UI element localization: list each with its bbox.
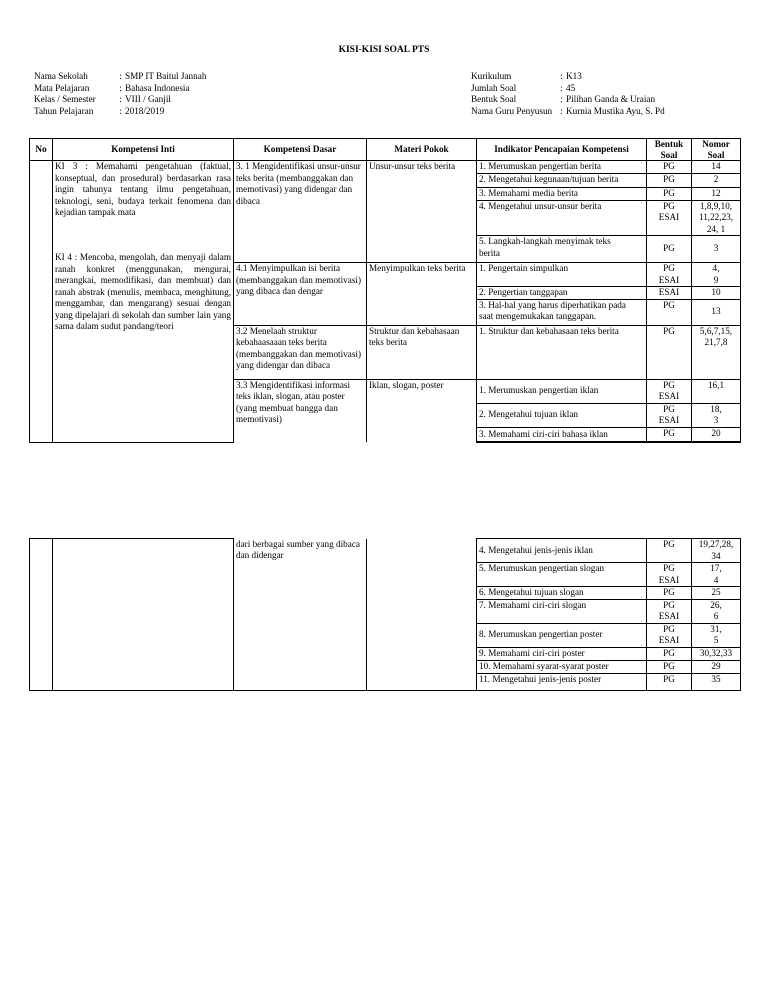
header-ki: Kompetensi Inti xyxy=(53,139,234,161)
indicator-cell: 2. Pengertian tanggapan xyxy=(477,287,647,300)
meta-label: Tahun Pelajaran xyxy=(34,105,94,116)
nomor-cell: 35 xyxy=(692,673,741,690)
header-bentuk: Bentuk Soal xyxy=(647,139,692,161)
header-no: No xyxy=(30,139,53,161)
bentuk-cell: PG xyxy=(647,647,692,660)
indicator-cell: 10. Memahami syarat-syarat poster xyxy=(477,660,647,673)
indicator-cell: 3. Hal-hal yang harus diperhatikan pada saat mengemukakan tanggapan. xyxy=(477,299,647,325)
meta-label: Kurikulum xyxy=(471,71,512,81)
no-cell xyxy=(30,539,53,691)
bentuk-cell: PG ESAI xyxy=(647,563,692,587)
materi-cell: Iklan, slogan, poster xyxy=(367,379,477,442)
meta-value: VIII / Ganjil xyxy=(125,94,171,105)
meta-row: Kurikulum : K13 xyxy=(471,71,582,81)
header-indikator: Indikator Pencapaian Kompetensi xyxy=(477,139,647,161)
header-kd: Kompetensi Dasar xyxy=(234,139,367,161)
materi-cell: Menyimpulkan teks berita xyxy=(367,263,477,326)
bentuk-cell: PG xyxy=(647,173,692,187)
kd-cell: 3.2 Menelaah struktur kebahaasaaan teks berita (membanggakan dan memotivasi) yang didengar dan dibaca xyxy=(234,325,367,379)
indicator-cell: 1. Struktur dan kebahasaan teks berita xyxy=(477,325,647,379)
kd-cell: 3. 1 Mengidentifikasi unsur-unsur teks berita (membanggakan dan memotivasi) yang didengar dan dibaca xyxy=(234,161,367,263)
nomor-cell: 13 xyxy=(692,299,741,325)
bentuk-cell: PG ESAI xyxy=(647,599,692,623)
meta-row: Bentuk Soal : Pilihan Ganda & Uraian xyxy=(471,94,656,105)
meta-value: 45 xyxy=(566,82,576,93)
meta-row: Mata Pelajaran : Bahasa Indonesia xyxy=(34,82,190,93)
bentuk-cell: PG ESAI xyxy=(647,379,692,403)
bentuk-cell: PG xyxy=(647,673,692,690)
meta-value: K13 xyxy=(566,71,582,81)
nomor-cell: 31, 5 xyxy=(692,623,741,647)
meta-row: Kelas / Semester : VIII / Ganjil xyxy=(34,94,171,105)
meta-right xyxy=(471,71,665,117)
nomor-cell: 20 xyxy=(692,427,741,441)
indicator-cell: 5. Langkah-langkah menyimak teks berita xyxy=(477,236,647,263)
table-row xyxy=(30,161,741,174)
materi-cell xyxy=(367,539,477,691)
nomor-cell: 12 xyxy=(692,187,741,200)
nomor-cell: 5,6,7,15, 21,7,8 xyxy=(692,325,741,379)
meta-label: Nama Guru Penyusun xyxy=(471,105,553,116)
nomor-cell: 10 xyxy=(692,287,741,300)
indicator-cell: 1. Pengertain simpulkan xyxy=(477,263,647,287)
indicator-cell: 7. Memahami ciri-ciri slogan xyxy=(477,599,647,623)
indicator-cell: 2. Mengetahui kegunaan/tujuan berita xyxy=(477,173,647,187)
meta-label: Mata Pelajaran xyxy=(34,82,90,93)
table-row xyxy=(30,539,741,563)
bentuk-cell: PG xyxy=(647,299,692,325)
bentuk-cell: PG xyxy=(647,660,692,673)
ki-cell xyxy=(53,161,234,443)
kd-cell: dari berbagai sumber yang dibaca dan didengar xyxy=(234,539,367,691)
indicator-cell: 8. Merumuskan pengertian poster xyxy=(477,623,647,647)
meta-value: Kurnia Mustika Ayu, S. Pd xyxy=(566,105,665,116)
materi-cell: Struktur dan kebahasaan teks berita xyxy=(367,325,477,379)
kisi-table-part-2 xyxy=(29,538,741,691)
bentuk-cell: ESAI xyxy=(647,287,692,300)
indicator-cell: 4. Mengetahui unsur-unsur berita xyxy=(477,200,647,236)
meta-row: Tahun Pelajaran : 2018/2019 xyxy=(34,105,165,116)
meta-label: Nama Sekolah xyxy=(34,71,88,81)
meta-label: Jumlah Soal xyxy=(471,82,517,93)
nomor-cell: 3 xyxy=(692,236,741,263)
nomor-cell: 29 xyxy=(692,660,741,673)
ki3-text: KI 3 : Memahami pengetahuan (faktual, konseptual, dan prosedural) berdasarkan rasa ingin tahunya tentang ilmu pengetahuan, teknologi, seni, budaya terkait fenomena dan kejadian tampak mata xyxy=(55,161,231,217)
ki4-text: KI 4 : Mencoba, mengolah, dan menyaji dalam ranah konkret (menggunakan, mengurai, merangkai, memodifikasi, dan membuat) dan ranah abstrak (menulis, membaca, menghitung, menggambar, dan mengarang) sesuai dengan yang dipelajari di sekolah dan sumber lain yang sama dalam sudut pandang/teori xyxy=(55,252,231,331)
kd-cell: 3.3 Mengidentifikasi informasi teks iklan, slogan, atau poster (yang membuat bangga dan memotivasi) xyxy=(234,379,367,442)
bentuk-cell: PG xyxy=(647,187,692,200)
nomor-cell: 18, 3 xyxy=(692,403,741,427)
nomor-cell: 4, 9 xyxy=(692,263,741,287)
nomor-cell: 19,27,28, 34 xyxy=(692,539,741,563)
nomor-cell: 16,1 xyxy=(692,379,741,403)
indicator-cell: 11. Mengetahui jenis-jenis poster xyxy=(477,673,647,690)
bentuk-cell: PG ESAI xyxy=(647,263,692,287)
meta-value: Bahasa Indonesia xyxy=(125,82,190,93)
indicator-cell: 3. Memahami media berita xyxy=(477,187,647,200)
bentuk-cell: PG xyxy=(647,236,692,263)
bentuk-cell: PG ESAI xyxy=(647,200,692,236)
indicator-cell: 1. Merumuskan pengertian iklan xyxy=(477,379,647,403)
nomor-cell: 2 xyxy=(692,173,741,187)
nomor-cell: 1,8,9,10, 11,22,23, 24, 1 xyxy=(692,200,741,236)
meta-value: 2018/2019 xyxy=(125,105,165,116)
nomor-cell: 26, 6 xyxy=(692,599,741,623)
bentuk-cell: PG ESAI xyxy=(647,623,692,647)
indicator-cell: 3. Memahami ciri-ciri bahasa iklan xyxy=(477,427,647,441)
kisi-table-part-1 xyxy=(29,138,741,443)
meta-label: Kelas / Semester xyxy=(34,94,96,105)
bentuk-cell: PG xyxy=(647,539,692,563)
ki-cell xyxy=(53,539,234,691)
nomor-cell: 30,32,33 xyxy=(692,647,741,660)
bentuk-cell: PG xyxy=(647,427,692,441)
indicator-cell: 2. Mengetahui tujuan iklan xyxy=(477,403,647,427)
indicator-cell: 5. Merumuskan pengertian slogan xyxy=(477,563,647,587)
bentuk-cell: PG xyxy=(647,161,692,174)
meta-left xyxy=(34,71,206,117)
no-cell xyxy=(30,161,53,443)
meta-value: Pilihan Ganda & Uraian xyxy=(566,94,656,105)
indicator-cell: 1. Merumuskan pengertian berita xyxy=(477,161,647,174)
meta-label: Bentuk Soal xyxy=(471,94,517,105)
header-materi: Materi Pokok xyxy=(367,139,477,161)
table-header-row xyxy=(30,139,741,161)
indicator-cell: 4. Mengetahui jenis-jenis iklan xyxy=(477,539,647,563)
nomor-cell: 17, 4 xyxy=(692,563,741,587)
kd-cell: 4.1 Menyimpulkan isi berita (membanggakan dan memotivasi) yang dibaca dan dengar xyxy=(234,263,367,326)
bentuk-cell: PG xyxy=(647,587,692,600)
nomor-cell: 25 xyxy=(692,587,741,600)
document-title: KISI-KISI SOAL PTS xyxy=(338,45,430,55)
meta-row: Nama Guru Penyusun : Kurnia Mustika Ayu, S. Pd xyxy=(471,105,665,116)
materi-cell: Unsur-unsur teks berita xyxy=(367,161,477,263)
indicator-cell: 9. Memahami ciri-ciri poster xyxy=(477,647,647,660)
meta-value: SMP IT Baitul Jannah xyxy=(125,71,207,81)
bentuk-cell: PG ESAI xyxy=(647,403,692,427)
meta-row: Nama Sekolah : SMP IT Baitul Jannah xyxy=(34,71,207,81)
indicator-cell: 6. Mengetahui tujuan slogan xyxy=(477,587,647,600)
meta-row: Jumlah Soal : 45 xyxy=(471,82,576,93)
header-nomor: Nomor Soal xyxy=(692,139,741,161)
nomor-cell: 14 xyxy=(692,161,741,174)
bentuk-cell: PG xyxy=(647,325,692,379)
